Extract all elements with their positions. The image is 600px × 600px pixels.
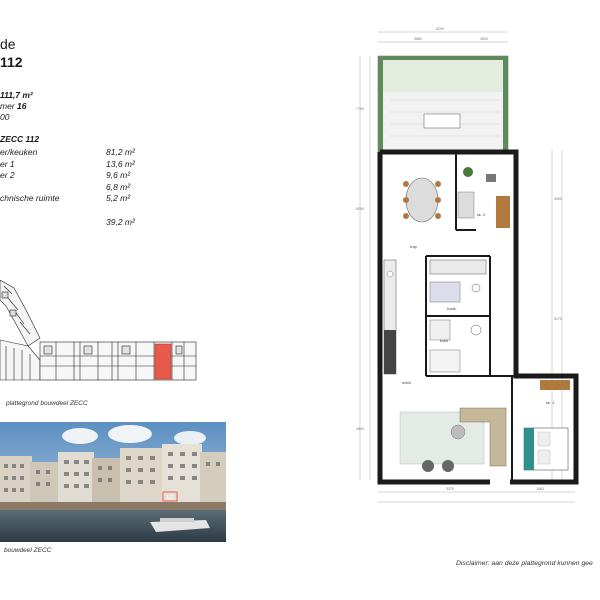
photo-caption: bouwdeel ZECC [4,547,52,554]
dim-top-right: 2840 [480,37,488,41]
site-keymap [0,280,200,395]
room-row [0,159,150,170]
dim-left-2: 5060 [356,207,364,211]
terrace-table [424,114,460,128]
room-row [0,193,150,204]
dim-right-1: 3050 [554,197,562,201]
rooms-label: mer [0,101,15,111]
dining-table [406,178,438,222]
room-label-living: w/k/k [402,380,412,385]
room-row [0,182,150,193]
total-area-value: 111,7 m² [0,90,33,100]
outdoor-area-row [0,217,150,228]
room-name: chnische ruimte [0,193,60,203]
total-area [0,90,33,100]
bathtub [430,260,486,274]
room-row [0,147,150,158]
section-title: ZECC 112 [0,134,40,144]
room-area: 5,2 m² [106,193,131,203]
building-rendering [0,422,226,542]
price: 00 [0,112,10,122]
room-area: 81,2 m² [106,147,135,157]
room-label-bath: badk. [447,306,457,311]
project-title: de [0,36,16,52]
dim-left-3: 4840 [356,427,364,431]
keymap-drawing [0,280,200,395]
rooms-value: 16 [17,101,27,111]
room-label-trap: trap [410,244,417,249]
room-label-bd: bd/a [440,338,448,343]
room-label-sk1: sk. 1 [545,400,555,405]
floor-plan-drawing [340,20,600,520]
room-area: 9,6 m² [106,170,131,180]
room-name: er 2 [0,170,15,180]
room-area: 13,6 m² [106,159,135,169]
dim-top-left: 3880 [414,37,422,41]
outdoor-area: 39,2 m² [106,217,135,227]
unit-marker-label: 112 [166,495,174,501]
dim-bottom-1: 3375 [446,487,454,491]
room-label-sk2: sk. 2 [476,212,486,217]
room-name: er/keuken [0,147,38,157]
room-row [0,170,150,181]
dim-top: 6290 [436,27,444,31]
dim-right-2: 5170 [554,317,562,321]
dim-left-1: 7750 [356,107,364,111]
disclaimer: Disclaimer: aan deze plattegrond kunnen gee [456,560,593,567]
dim-bottom-2: 1463 [536,487,544,491]
room-area: 6,8 m² [106,182,131,192]
rendering-image [0,422,226,542]
room-name: er 1 [0,159,15,169]
unit-number: 112 [0,54,23,70]
rooms-count [0,101,26,111]
unit-highlight [155,344,171,379]
plant [463,167,473,177]
keymap-caption: plattegrond bouwdeel ZECC [6,400,88,407]
floor-plan [340,20,600,520]
